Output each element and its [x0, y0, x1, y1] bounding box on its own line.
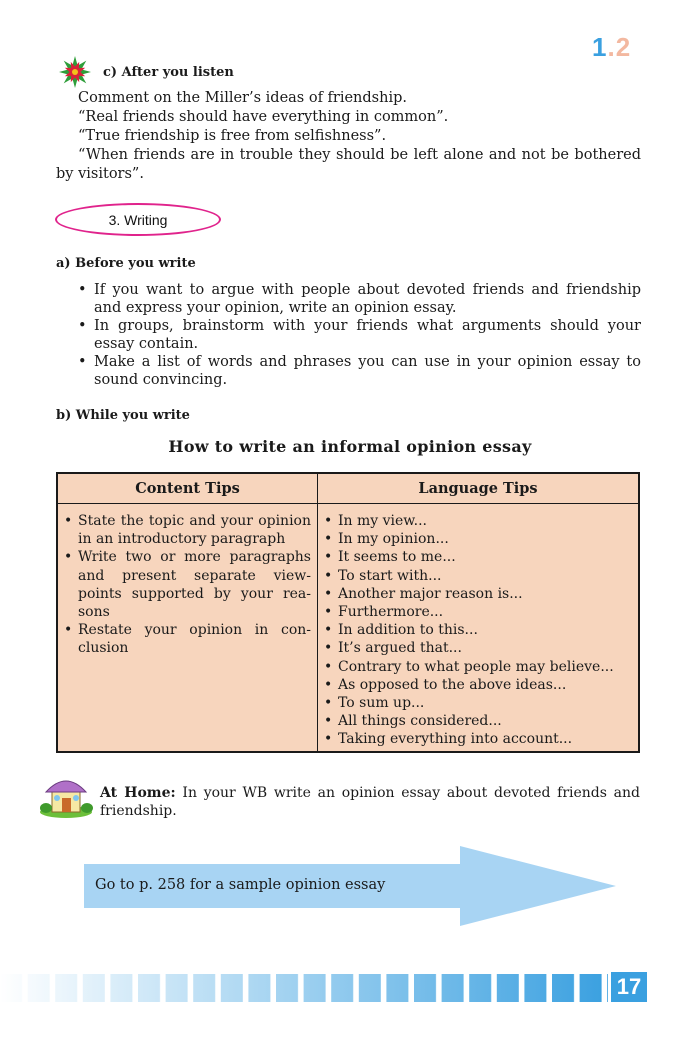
- paragraph: “True friendship is free from selfishness”.: [78, 128, 387, 144]
- before-you-write-list: [78, 281, 641, 389]
- paragraph: “When friends are in trouble they should be left alone and not be bothered by visitors”.: [56, 147, 641, 182]
- section-c-text: [56, 89, 641, 184]
- paragraph: Comment on the Miller’s ideas of friendship.: [78, 90, 407, 106]
- language-tip: • Another major reason is...: [324, 585, 632, 603]
- writing-section-title: 3. Writing: [55, 203, 221, 236]
- page-number: 17: [611, 972, 647, 1002]
- lesson-number: 2: [615, 32, 632, 62]
- at-home-text: [100, 784, 640, 820]
- language-tip: • Contrary to what people may believe...: [324, 658, 632, 676]
- content-tips-cell: [58, 504, 318, 751]
- table-title: How to write an informal opinion essay: [168, 437, 532, 456]
- list-item: • In groups, brainstorm with your friends what arguments should your essay contain.: [78, 317, 641, 353]
- paragraph: “Real friends should have everything in common”.: [78, 109, 449, 125]
- at-home-instruction: In your WB write an opinion essay about devoted friends and friendship.: [100, 785, 640, 819]
- language-tip: • All things considered...: [324, 712, 632, 730]
- language-tip: • To start with...: [324, 567, 632, 585]
- language-tips-header: Language Tips: [318, 474, 638, 504]
- arrow-label: Go to p. 258 for a sample opinion essay: [95, 877, 386, 893]
- flower-icon: [58, 55, 92, 89]
- language-tip: • To sum up...: [324, 694, 632, 712]
- language-tip: • In my opinion...: [324, 530, 632, 548]
- unit-dot: .: [607, 32, 616, 62]
- language-tips-cell: [318, 504, 638, 751]
- language-tip: • In my view...: [324, 512, 632, 530]
- before-you-write-label: a) Before you write: [56, 256, 196, 271]
- language-tip: • In addition to this...: [324, 621, 632, 639]
- unit-badge: [592, 32, 631, 63]
- content-tip: • Write two or more paragraphs and present separate view-points supported by your rea-sons: [64, 548, 311, 621]
- language-tip: • Furthermore...: [324, 603, 632, 621]
- content-tip: • Restate your opinion in con-clusion: [64, 621, 311, 657]
- content-tips-header: Content Tips: [58, 474, 318, 504]
- house-icon: [38, 770, 94, 818]
- language-tip: • As opposed to the above ideas...: [324, 676, 632, 694]
- language-tip: • It seems to me...: [324, 548, 632, 566]
- footer-strip: [0, 974, 608, 1002]
- language-tip: • Taking everything into account...: [324, 730, 632, 748]
- list-item: • If you want to argue with people about devoted friends and friendship and express your opinion, write an opinion essay.: [78, 281, 641, 317]
- while-you-write-label: b) While you write: [56, 408, 190, 423]
- section-c-label: c) After you listen: [103, 65, 234, 80]
- unit-number: 1: [592, 32, 608, 62]
- list-item: • Make a list of words and phrases you can use in your opinion essay to sound convincing.: [78, 353, 641, 389]
- language-tip: • It’s argued that...: [324, 639, 632, 657]
- content-tip: • State the topic and your opinion in an introductory paragraph: [64, 512, 311, 548]
- tips-table: [56, 472, 640, 753]
- at-home-label: At Home:: [100, 785, 176, 801]
